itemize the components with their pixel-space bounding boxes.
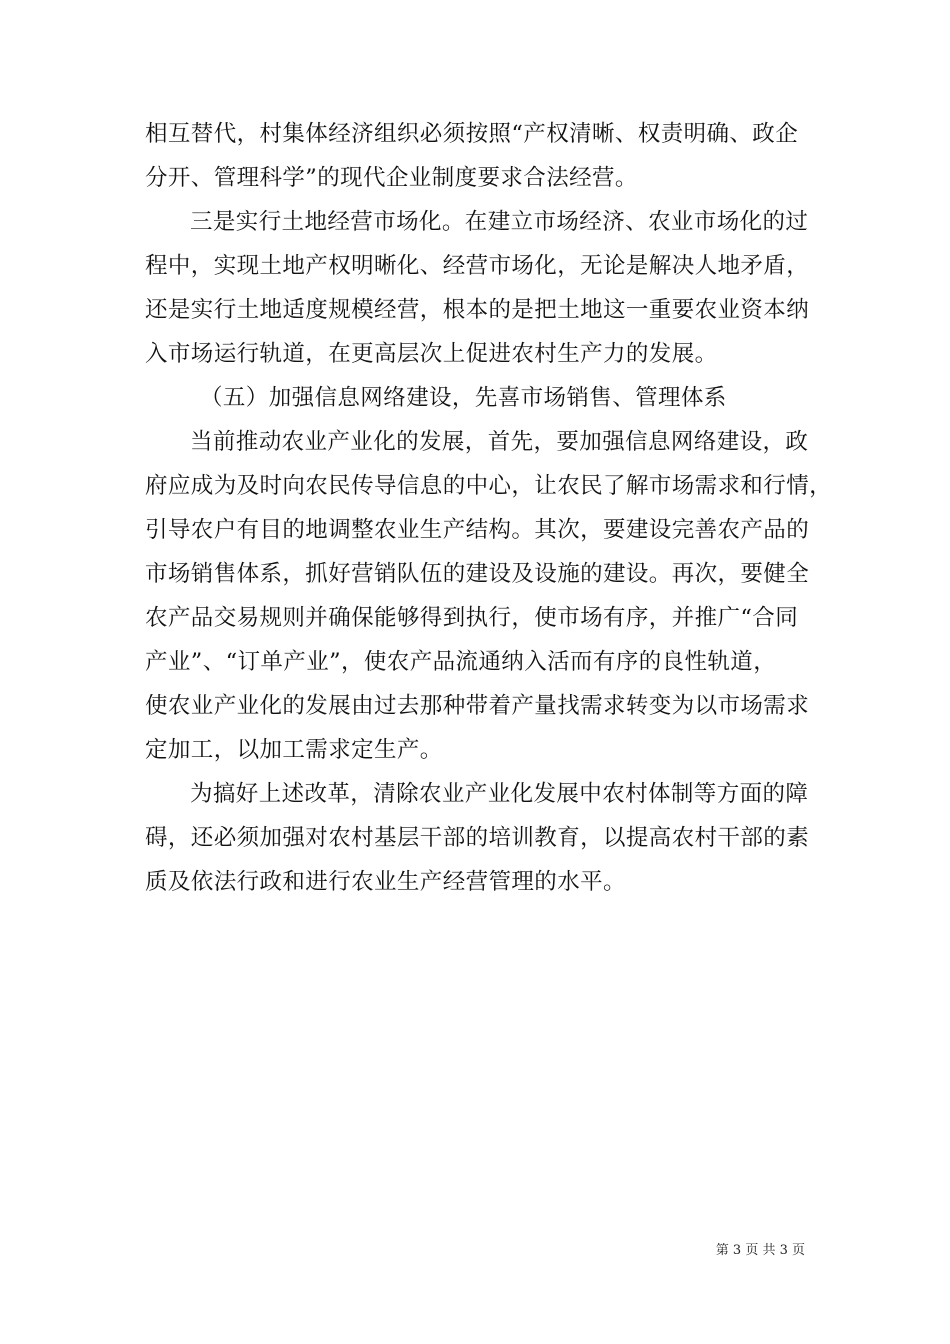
text-line: 为搞好上述改革，清除农业产业化发展中农村体制等方面的障 <box>190 781 809 807</box>
text-line: 三是实行土地经营市场化。在建立市场经济、农业市场化的过 <box>190 209 809 235</box>
text-line: 相互替代，村集体经济组织必须按照“产权清晰、权责明确、政企 <box>145 121 799 147</box>
text-line: 引导农户有目的地调整农业生产结构。其次，要建设完善农产品的 <box>145 517 810 543</box>
section-heading: （五）加强信息网络建设，先喜市场销售、管理体系 <box>200 385 727 411</box>
page-number: 第 3 页 共 3 页 <box>715 1243 805 1258</box>
text-line: 府应成为及时向农民传导信息的中心，让农民了解市场需求和行情， <box>145 473 833 499</box>
text-line: 入市场运行轨道，在更高层次上促进农村生产力的发展。 <box>145 341 718 367</box>
text-line: 使农业产业化的发展由过去那种带着产量找需求转变为以市场需求 <box>145 693 810 719</box>
text-line: 还是实行土地适度规模经营，根本的是把土地这一重要农业资本纳 <box>145 297 810 323</box>
text-line: 农产品交易规则并确保能够得到执行，使市场有序，并推广“合同 <box>145 605 799 631</box>
text-line: 产业”、“订单产业”，使农产品流通纳入活而有序的良性轨道， <box>145 649 777 675</box>
text-line: 碍，还必须加强对农村基层干部的培训教育，以提高农村干部的素 <box>145 825 810 851</box>
text-line: 程中，实现土地产权明晰化、经营市场化，无论是解决人地矛盾， <box>145 253 810 279</box>
text-line: 市场销售体系，抓好营销队伍的建设及设施的建设。再次，要健全 <box>145 561 810 587</box>
text-line: 分开、管理科学”的现代企业制度要求合法经营。 <box>145 165 638 191</box>
text-line: 定加工，以加工需求定生产。 <box>145 737 443 763</box>
body-text <box>145 112 833 904</box>
text-line: 质及依法行政和进行农业生产经营管理的水平。 <box>145 869 626 895</box>
text-line: 当前推动农业产业化的发展，首先，要加强信息网络建设，政 <box>190 429 809 455</box>
